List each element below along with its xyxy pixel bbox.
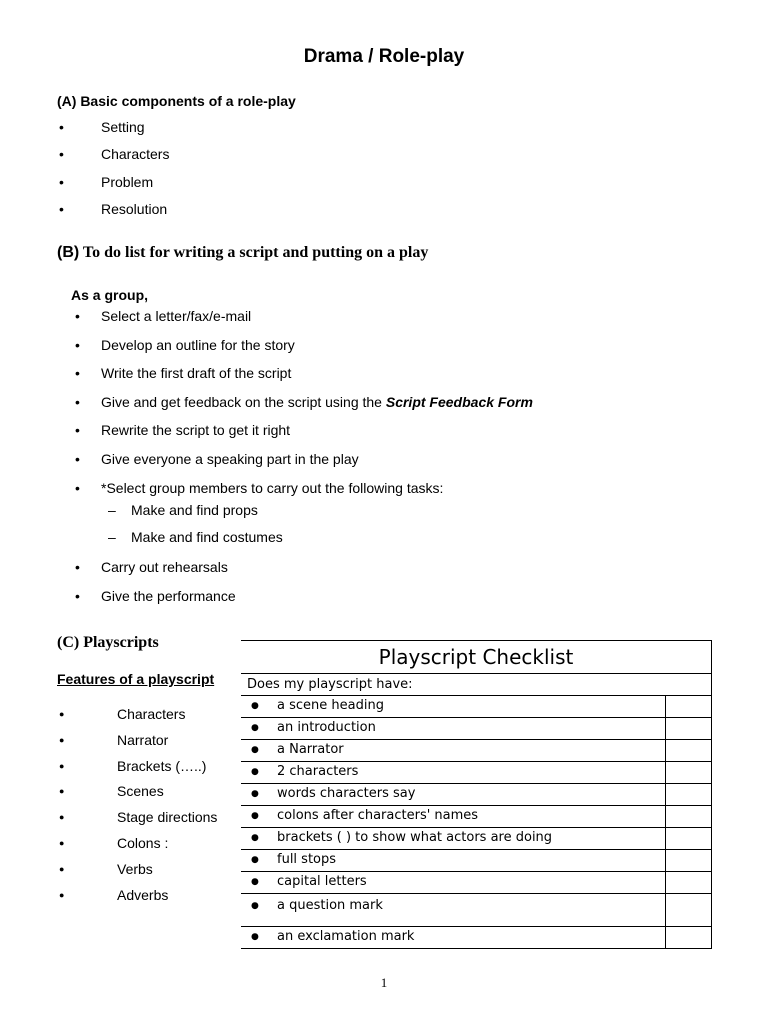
bullet-icon: •: [75, 422, 80, 439]
bullet-icon: •: [75, 559, 80, 575]
list-item: ● Brackets (…..): [57, 755, 217, 781]
features-list: [57, 703, 217, 909]
bullet-icon: •: [59, 173, 64, 190]
checklist-checkbox[interactable]: [666, 872, 712, 894]
checklist-checkbox[interactable]: [666, 696, 712, 718]
checklist-checkbox[interactable]: [666, 762, 712, 784]
features-heading: Features of a playscript: [57, 671, 215, 687]
list-item: • Select a letter/fax/e-mail: [57, 305, 533, 334]
page-title: Drama / Role-play: [303, 46, 465, 67]
checklist-title: Playscript Checklist: [241, 641, 712, 674]
bullet-icon: •: [59, 200, 64, 217]
feedback-form-name: Script Feedback Form: [385, 393, 533, 410]
list-item: ● Stage directions: [57, 806, 217, 832]
list-item: ● Scenes: [57, 780, 217, 806]
list-item: • Give and get feedback on the script using the Script Feedback Form: [57, 391, 533, 420]
bullet-icon: ●: [59, 709, 65, 719]
bullet-icon: ●: [59, 786, 65, 797]
bullet-icon: ●: [251, 811, 259, 821]
bullet-icon: ●: [251, 723, 259, 733]
bullet-icon: ●: [251, 877, 259, 887]
bullet-icon: •: [75, 365, 80, 382]
list-item: • Carry out rehearsals: [57, 556, 236, 585]
table-row: ● capital letters: [241, 872, 712, 894]
checklist-checkbox[interactable]: [666, 894, 712, 927]
bullet-icon: ●: [251, 767, 259, 777]
table-row: ● colons after characters' names: [241, 806, 712, 828]
page-number: 1: [380, 975, 388, 990]
checklist-checkbox[interactable]: [666, 850, 712, 872]
list-item: • Develop an outline for the story: [57, 334, 533, 363]
list-item: ● Colons :: [57, 832, 217, 858]
dash-icon: –: [108, 502, 116, 518]
table-row: ● words characters say: [241, 784, 712, 806]
list-item: • Write the first draft of the script: [57, 362, 533, 391]
bullet-icon: ●: [59, 760, 65, 771]
list-item: ● Verbs: [57, 858, 217, 884]
list-item: ● Adverbs: [57, 884, 217, 910]
checklist-checkbox[interactable]: [666, 806, 712, 828]
bullet-icon: ●: [251, 901, 259, 911]
bullet-icon: ●: [59, 837, 65, 848]
table-row: ● a question mark: [241, 894, 712, 927]
checklist-checkbox[interactable]: [666, 740, 712, 762]
sub-item: – Make and find costumes: [108, 529, 283, 545]
bullet-icon: ●: [251, 855, 259, 865]
checklist-checkbox[interactable]: [666, 927, 712, 949]
list-item: • Setting: [57, 116, 169, 143]
section-b-list: [57, 305, 533, 505]
bullet-icon: ●: [59, 889, 65, 900]
list-item: • Rewrite the script to get it right: [57, 419, 533, 448]
checklist-checkbox[interactable]: [666, 718, 712, 740]
section-b-heading: (B) To do list for writing a script and putting on a play: [57, 244, 429, 261]
list-item: • Problem: [57, 171, 169, 198]
bullet-icon: ●: [251, 789, 259, 799]
list-item: • Resolution: [57, 198, 169, 225]
checklist-checkbox[interactable]: [666, 828, 712, 850]
bullet-icon: ●: [251, 701, 259, 711]
bullet-icon: •: [75, 479, 80, 496]
list-item: ● Narrator: [57, 729, 217, 755]
list-item: ● Characters: [57, 703, 217, 729]
section-a-list: [57, 116, 169, 225]
playscript-checklist: [241, 640, 712, 949]
table-row: ● a Narrator: [241, 740, 712, 762]
section-b-list-continued: [57, 556, 236, 613]
table-row: ● a scene heading: [241, 696, 712, 718]
list-item: • Give everyone a speaking part in the play: [57, 448, 533, 477]
table-row: ● brackets ( ) to show what actors are doing: [241, 828, 712, 850]
section-a-heading: (A) Basic components of a role-play: [57, 93, 296, 109]
bullet-icon: •: [75, 393, 80, 410]
bullet-icon: ●: [59, 734, 65, 745]
list-item: • Characters: [57, 143, 169, 170]
bullet-icon: •: [59, 146, 64, 163]
group-label: As a group,: [71, 287, 149, 303]
sub-item: – Make and find props: [108, 502, 258, 518]
table-row: ● an exclamation mark: [241, 927, 712, 949]
bullet-icon: ●: [251, 745, 259, 755]
bullet-icon: ●: [251, 833, 259, 843]
bullet-icon: ●: [59, 812, 65, 823]
bullet-icon: ●: [251, 932, 259, 942]
bullet-icon: ●: [59, 863, 65, 874]
bullet-icon: •: [59, 119, 64, 135]
checklist-checkbox[interactable]: [666, 784, 712, 806]
dash-icon: –: [108, 529, 116, 545]
list-item: • *Select group members to carry out the following tasks:: [57, 477, 533, 506]
bullet-icon: •: [75, 336, 80, 353]
table-row: ● full stops: [241, 850, 712, 872]
bullet-icon: •: [75, 450, 80, 467]
table-row: ● 2 characters: [241, 762, 712, 784]
table-row: ● an introduction: [241, 718, 712, 740]
list-item: • Give the performance: [57, 585, 236, 614]
checklist-subtitle: Does my playscript have:: [241, 674, 712, 696]
bullet-icon: •: [75, 308, 80, 324]
bullet-icon: •: [75, 587, 80, 604]
section-c-heading: (C) Playscripts: [57, 634, 159, 651]
